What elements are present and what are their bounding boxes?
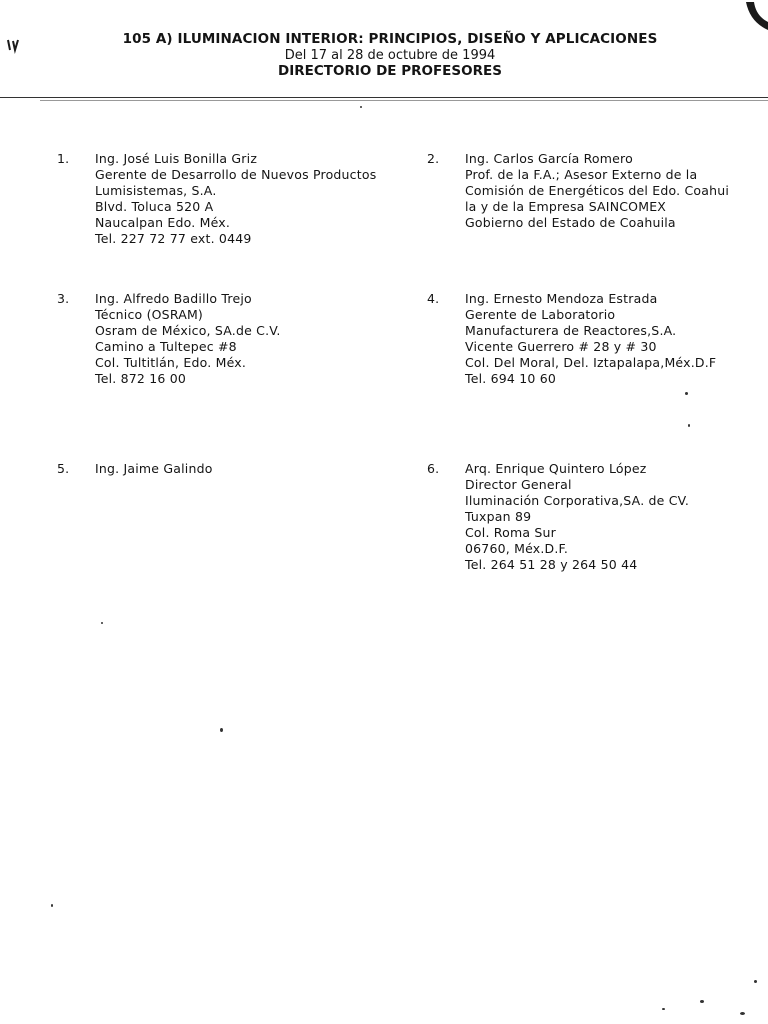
entry-line: Ing. Alfredo Badillo Trejo [95,291,252,306]
scan-speck [662,1008,665,1010]
scan-speck [688,424,690,427]
entry-line: Tel. 227 72 77 ext. 0449 [95,231,252,246]
document-header [90,30,690,80]
entry-line: Vicente Guerrero # 28 y # 30 [465,339,657,354]
scan-speck [685,392,688,395]
course-title: 105 A) ILUMINACION INTERIOR: PRINCIPIOS, DISEÑO Y APLICACIONES [122,31,658,47]
directory-title: DIRECTORIO DE PROFESORES [278,63,502,79]
course-dates: Del 17 al 28 de octubre de 1994 [284,48,496,63]
header-rule-faint [40,100,768,101]
entry-line: Tel. 264 51 28 y 264 50 44 [465,557,638,572]
entry-line: Tel. 872 16 00 [95,371,187,386]
entry-number: 6. [427,461,440,476]
header-rule [0,97,768,98]
entry-line: Técnico (OSRAM) [95,307,204,322]
scan-speck [101,622,103,624]
entry-line: Gobierno del Estado de Coahuila [465,215,676,230]
entry-line: Ing. Ernesto Mendoza Estrada [465,291,658,306]
entry-line: Gerente de Desarrollo de Nuevos Productos [95,167,377,182]
entry-number: 4. [427,291,440,306]
entry-line: Col. Tultitlán, Edo. Méx. [95,355,247,370]
entry-line: Director General [465,477,572,492]
scan-speck [51,904,53,907]
entry-line: Blvd. Toluca 520 A [95,199,214,214]
entry-line: la y de la Empresa SAINCOMEX [465,199,667,214]
scan-speck [360,106,362,108]
entry-line: Col. Roma Sur [465,525,556,540]
entry-line: Arq. Enrique Quintero López [465,461,647,476]
entry-line: Naucalpan Edo. Méx. [95,215,231,230]
entry-line: Camino a Tultepec #8 [95,339,237,354]
scan-speck [700,1000,704,1003]
entry-line: Ing. José Luis Bonilla Griz [95,151,258,166]
entry-line: 06760, Méx.D.F. [465,541,569,556]
entry-line: Comisión de Energéticos del Edo. Coahui [465,183,730,198]
scan-speck [740,1012,745,1015]
entry-number: 5. [57,461,70,476]
entry-line: Col. Del Moral, Del. Iztapalapa,Méx.D.F [465,355,717,370]
corner-scan-mark [742,0,768,34]
margin-scan-marks [6,36,36,60]
entry-line: Gerente de Laboratorio [465,307,616,322]
scan-speck [220,728,223,732]
scan-speck [754,980,757,983]
entry-number: 3. [57,291,70,306]
entry-line: Lumisistemas, S.A. [95,183,217,198]
entry-line: Manufacturera de Reactores,S.A. [465,323,677,338]
entry-line: Osram de México, SA.de C.V. [95,323,281,338]
entry-line: Iluminación Corporativa,SA. de CV. [465,493,689,508]
entry-line: Prof. de la F.A.; Asesor Externo de la [465,167,698,182]
entry-line: Ing. Carlos García Romero [465,151,633,166]
entry-line: Tuxpan 89 [465,509,532,524]
entry-line: Tel. 694 10 60 [465,371,557,386]
entry-number: 2. [427,151,440,166]
entry-line: Ing. Jaime Galindo [95,461,213,476]
entry-number: 1. [57,151,70,166]
